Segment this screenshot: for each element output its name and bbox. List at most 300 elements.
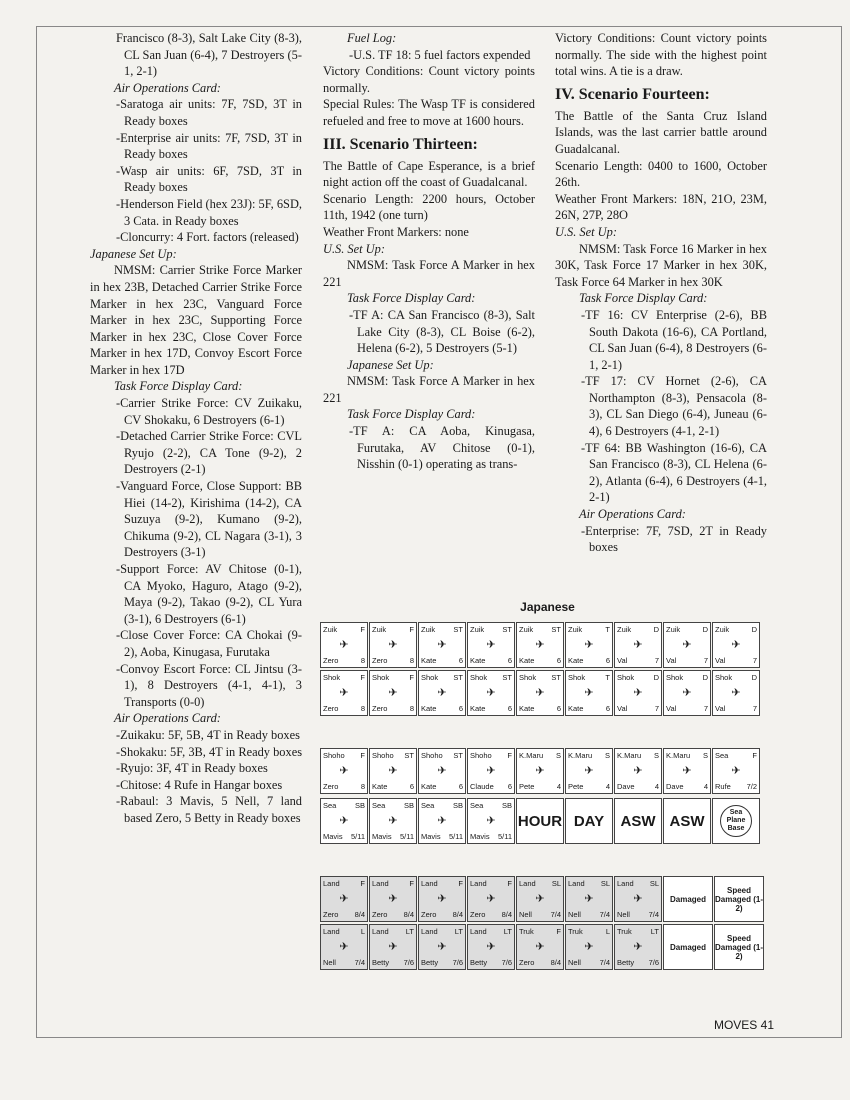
plane-icon: ✈ [633, 893, 643, 905]
counter-label: Kate [519, 704, 535, 713]
paragraph: NMSM: Task Force A Marker in hex 221 [323, 374, 535, 405]
counter [418, 748, 466, 794]
counter-label: Val [666, 656, 677, 665]
counter [467, 622, 515, 668]
counter-label: Kate [519, 656, 535, 665]
counter-label: K.Maru [568, 751, 593, 760]
plane-icon: ✈ [486, 639, 496, 651]
counter-label: 6 [507, 782, 512, 791]
counter-label: Truk [568, 927, 583, 936]
counter-label: Shok [421, 673, 439, 682]
paragraph: -U.S. TF 18: 5 fuel factors expended [349, 47, 531, 62]
counter-label: Shok [372, 673, 390, 682]
plane-icon: ✈ [682, 639, 692, 651]
plane-icon: ✈ [731, 639, 741, 651]
column-3 [555, 30, 767, 556]
counter-label: D [751, 673, 757, 682]
counter-label: Betty [421, 958, 439, 967]
plane-icon: ✈ [339, 893, 349, 905]
counter-label: 6 [458, 704, 463, 713]
counter-label: SL [551, 879, 561, 888]
counter-label: Pete [568, 782, 584, 791]
counter [320, 748, 368, 794]
paragraph: -TF A: CA Aoba, Kinugasa, Furutaka, AV Chitose (0-1), Nisshin (0-1) operating as trans- [349, 424, 535, 472]
counter-label: 7/4 [550, 910, 561, 919]
plane-icon: ✈ [437, 765, 447, 777]
paragraph: -TF 16: CV Enterprise (2-6), BB South Dakota (16-6), CA Portland, CL San Juan (6-4), 8 Destroyers (6-1, 2-1) [581, 307, 767, 372]
counter-label: LT [503, 927, 512, 936]
counter-label: 7/2 [746, 782, 757, 791]
paragraph: Task Force Display Card: [579, 291, 708, 306]
plane-icon: ✈ [535, 639, 545, 651]
counter-label: 8/4 [354, 910, 365, 919]
counter-label: Zero [421, 910, 437, 919]
counter-label: Shok [323, 673, 341, 682]
counter-label: S [702, 751, 708, 760]
column-2 [323, 30, 535, 473]
counter-label: F [458, 879, 463, 888]
plane-icon: ✈ [633, 639, 643, 651]
paragraph: -Detached Carrier Strike Force: CVL Ryujo (2-2), CA Tone (9-2), 2 Destroyers (2-1) [116, 429, 302, 477]
counter-label: Zuik [519, 625, 534, 634]
plane-icon: ✈ [584, 765, 594, 777]
counter-label: Kate [568, 704, 584, 713]
plane-icon: ✈ [388, 941, 398, 953]
counter-label: Val [666, 704, 677, 713]
counter [565, 622, 613, 668]
counter [320, 670, 368, 716]
counter-label: SB [354, 801, 365, 810]
counter-label: 5/11 [350, 832, 365, 841]
plane-icon: ✈ [584, 687, 594, 699]
counter [663, 748, 711, 794]
counter-label: 8 [409, 656, 414, 665]
page-number: 41 [760, 1018, 774, 1032]
counter-label: Land [421, 927, 438, 936]
counter-label: ST [551, 625, 561, 634]
counter [516, 924, 564, 970]
counter-row [320, 876, 764, 922]
counter-label: Nell [568, 958, 581, 967]
seaplane-base-counter [712, 798, 760, 844]
counter-label: Nell [568, 910, 581, 919]
plane-icon: ✈ [339, 815, 349, 827]
counter [614, 876, 662, 922]
counter-label: Kate [421, 704, 437, 713]
plane-icon: ✈ [731, 687, 741, 699]
plane-icon: ✈ [339, 941, 349, 953]
plane-icon: ✈ [486, 815, 496, 827]
plane-icon: ✈ [584, 941, 594, 953]
counter-label: F [556, 927, 561, 936]
speed-damaged-marker: Speed Damaged (1-2) [714, 876, 764, 922]
paragraph: Air Operations Card: [114, 711, 221, 726]
counter-label: 7 [752, 656, 757, 665]
counter-label: Shoho [372, 751, 394, 760]
counter-label: Zero [323, 782, 339, 791]
plane-icon: ✈ [339, 639, 349, 651]
counter [467, 924, 515, 970]
marker-hour: HOUR [516, 798, 564, 844]
counter-label: Kate [470, 704, 486, 713]
counter-label: Claude [470, 782, 494, 791]
counter-label: Sea [470, 801, 484, 810]
counter [320, 798, 368, 844]
paragraph: Task Force Display Card: [114, 379, 243, 394]
paragraph: -Ryujo: 3F, 4T in Ready boxes [116, 761, 268, 776]
plane-icon: ✈ [437, 687, 447, 699]
counter [467, 876, 515, 922]
counter-label: 7 [703, 656, 708, 665]
counter-label: Land [519, 879, 536, 888]
paragraph: -Wasp air units: 6F, 7SD, 3T in Ready boxes [116, 163, 302, 195]
counter-label: Land [323, 927, 340, 936]
paragraph: -Enterprise air units: 7F, 7SD, 3T in Ready boxes [116, 130, 302, 162]
counter-label: Zuik [372, 625, 387, 634]
counter-label: Zero [519, 958, 535, 967]
counter-label: 8/4 [403, 910, 414, 919]
counter-label: 8 [409, 704, 414, 713]
counter [516, 622, 564, 668]
plane-icon: ✈ [633, 941, 643, 953]
counter-label: Dave [666, 782, 684, 791]
plane-icon: ✈ [682, 765, 692, 777]
plane-icon: ✈ [584, 893, 594, 905]
plane-icon: ✈ [388, 815, 398, 827]
counter-label: Kate [470, 656, 486, 665]
paragraph: -Support Force: AV Chitose (0-1), CA Myoko, Haguro, Atago (9-2), Maya (9-2), Takao (9-2), CL Yura (3-1), 6 Destroyers (6-1) [116, 562, 302, 626]
counter [369, 924, 417, 970]
counter-label: Zero [470, 910, 486, 919]
counter [418, 924, 466, 970]
counter-label: 6 [556, 656, 561, 665]
paragraph: III. Scenario Thirteen: [323, 135, 478, 153]
counter-label: Mavis [470, 832, 490, 841]
counter-label: 7/6 [403, 958, 414, 967]
paragraph: -TF A: CA San Francisco (8-3), Salt Lake City (8-3), CL Boise (6-2), Helena (6-2), 5 Destroyers (5-1) [349, 307, 535, 356]
paragraph: NMSM: Task Force 16 Marker in hex 30K, Task Force 17 Marker in hex 30K, Task Force 64 Marker in hex 30K [555, 241, 767, 289]
counter [712, 622, 760, 668]
counter-label: Sea [372, 801, 386, 810]
counter-row [320, 924, 764, 970]
counter-label: ST [502, 673, 512, 682]
plane-icon: ✈ [388, 687, 398, 699]
counter-label: 6 [556, 704, 561, 713]
counter-label: K.Maru [666, 751, 691, 760]
counter [369, 622, 417, 668]
paragraph: Japanese Set Up: [90, 246, 177, 261]
paragraph: -TF 17: CV Hornet (2-6), CA Northampton (8-3), Pensacola (8-3), CL San Diego (6-4), Juneau (6-4), 6 Destroyers (4-1, 2-1) [581, 374, 767, 439]
counter-label: ST [404, 751, 414, 760]
counter-label: Land [470, 879, 487, 888]
counter-label: Betty [470, 958, 488, 967]
marker-day: DAY [565, 798, 613, 844]
counter-label: ST [453, 751, 463, 760]
plane-icon: ✈ [437, 639, 447, 651]
speed-damaged-marker: Speed Damaged (1-2) [714, 924, 764, 970]
counter-label: Val [617, 704, 628, 713]
paragraph: -Chitose: 4 Rufe in Hangar boxes [116, 777, 283, 792]
plane-icon: ✈ [633, 765, 643, 777]
paragraph: Francisco (8-3), Salt Lake City (8-3), CL San Juan (6-4), 7 Destroyers (5-1, 2-1) [116, 31, 302, 79]
counter [467, 748, 515, 794]
paragraph: Weather Front Markers: none [323, 224, 469, 239]
counter [614, 748, 662, 794]
magazine-name: MOVES [713, 1018, 758, 1032]
damaged-marker: Damaged [663, 876, 713, 922]
plane-icon: ✈ [584, 639, 594, 651]
counter-label: Land [323, 879, 340, 888]
counter-label: LT [405, 927, 414, 936]
paragraph: Victory Conditions: Count victory points normally. The side with the highest point total wins. A tie is a draw. [555, 31, 767, 79]
counter-label: Land [617, 879, 634, 888]
counter-label: Zuik [421, 625, 436, 634]
paragraph: -Enterprise: 7F, 7SD, 2T in Ready boxes [581, 523, 767, 555]
counter-label: 7/4 [599, 958, 610, 967]
counter [565, 748, 613, 794]
counter-label: Nell [323, 958, 336, 967]
plane-icon: ✈ [731, 765, 741, 777]
counter [467, 670, 515, 716]
plane-icon: ✈ [339, 687, 349, 699]
counter [369, 876, 417, 922]
paragraph: -Rabaul: 3 Mavis, 5 Nell, 7 land based Zero, 5 Betty in Ready boxes [116, 794, 302, 825]
counter [516, 876, 564, 922]
paragraph: Air Operations Card: [114, 80, 221, 95]
plane-icon: ✈ [535, 893, 545, 905]
counter-label: 5/11 [497, 832, 512, 841]
paragraph: -Henderson Field (hex 23J): 5F, 6SD, 3 Cata. in Ready boxes [116, 196, 302, 228]
counter-label: SB [452, 801, 463, 810]
counter-label: 7/6 [501, 958, 512, 967]
counter-label: Shok [666, 673, 684, 682]
counter-label: ST [453, 673, 463, 682]
counter-label: 4 [654, 782, 659, 791]
counter-label: SB [501, 801, 512, 810]
paragraph: U.S. Set Up: [555, 224, 617, 239]
counter-label: 7 [654, 704, 659, 713]
counter-label: Dave [617, 782, 635, 791]
counter-label: Val [617, 656, 628, 665]
counter [614, 670, 662, 716]
counter-label: Shoho [323, 751, 345, 760]
counter-label: F [360, 879, 365, 888]
paragraph: Scenario Length: 0400 to 1600, October 26th. [555, 158, 767, 190]
counter-label: K.Maru [519, 751, 544, 760]
paragraph: -TF 64: BB Washington (16-6), CA San Francisco (8-3), CL Helena (6-2), Atlanta (6-4), 6 Destroyers (4-1, 2-1) [581, 440, 767, 505]
counter-row [320, 670, 760, 716]
plane-icon: ✈ [682, 687, 692, 699]
counter-label: Nell [617, 910, 630, 919]
counter-label: Mavis [323, 832, 343, 841]
paragraph: -Convoy Escort Force: CL Jintsu (3-1), 8 Destroyers (4-1, 4-1), 3 Transports (0-0) [116, 661, 302, 709]
counter-label: D [653, 673, 659, 682]
counter-label: 7 [703, 704, 708, 713]
counter-label: Kate [372, 782, 388, 791]
counter-label: 7/4 [354, 958, 365, 967]
counter-label: Sea [421, 801, 435, 810]
counter [418, 798, 466, 844]
marker-asw: ASW [614, 798, 662, 844]
counter [614, 924, 662, 970]
counter-label: Shok [568, 673, 586, 682]
paragraph: -Close Cover Force: CA Chokai (9-2), Aoba, Kinugasa, Furutaka [116, 628, 302, 659]
counter [565, 924, 613, 970]
counter-label: 8/4 [452, 910, 463, 919]
plane-icon: ✈ [437, 815, 447, 827]
counter-row [320, 798, 760, 844]
paragraph: The Battle of the Santa Cruz Island Islands, was the last carrier battle around Guadalcanal. [555, 108, 767, 156]
counter-label: 5/11 [448, 832, 463, 841]
counter [320, 876, 368, 922]
counter-label: Rufe [715, 782, 731, 791]
counter-label: Sea [715, 751, 729, 760]
counter [320, 622, 368, 668]
plane-icon: ✈ [486, 893, 496, 905]
counter-label: 8 [360, 782, 365, 791]
counter-label: Mavis [372, 832, 392, 841]
counter-label: D [751, 625, 757, 634]
plane-icon: ✈ [633, 687, 643, 699]
counter-label: F [507, 879, 512, 888]
counter-label: 5/11 [399, 832, 414, 841]
counter-label: Zuik [323, 625, 338, 634]
counter-label: Land [568, 879, 585, 888]
counter-label: L [605, 927, 610, 936]
paragraph: Scenario Length: 2200 hours, October 11th, 1942 (one turn) [323, 191, 535, 223]
paragraph: Task Force Display Card: [347, 407, 476, 422]
counter-label: 8/4 [550, 958, 561, 967]
counter-label: Betty [372, 958, 390, 967]
counter-label: S [653, 751, 659, 760]
paragraph: -Carrier Strike Force: CV Zuikaku, CV Shokaku, 6 Destroyers (6-1) [116, 396, 302, 427]
counter-label: 7/6 [648, 958, 659, 967]
plane-icon: ✈ [535, 687, 545, 699]
counter-label: Val [715, 656, 726, 665]
counter-label: ST [502, 625, 512, 634]
counter-label: Val [715, 704, 726, 713]
counter-label: D [653, 625, 659, 634]
paragraph: -Saratoga air units: 7F, 7SD, 3T in Ready boxes [116, 97, 302, 128]
counter-label: 4 [703, 782, 708, 791]
counter-label: Kate [421, 656, 437, 665]
counter [614, 622, 662, 668]
counter-label: Land [372, 927, 389, 936]
counter-label: 6 [605, 704, 610, 713]
counter-label: F [409, 625, 414, 634]
counter [369, 748, 417, 794]
counter-label: F [360, 673, 365, 682]
paragraph: NMSM: Task Force A Marker in hex 221 [323, 258, 535, 289]
counter-label: 6 [507, 656, 512, 665]
counter-label: Zuik [617, 625, 632, 634]
counter-label: Zuik [470, 625, 485, 634]
counter [418, 622, 466, 668]
column-1 [90, 30, 302, 827]
counter [467, 798, 515, 844]
plane-icon: ✈ [388, 639, 398, 651]
plane-icon: ✈ [437, 893, 447, 905]
counter-label: 6 [507, 704, 512, 713]
counter-label: 4 [556, 782, 561, 791]
counter-label: Zero [323, 656, 339, 665]
counter [418, 670, 466, 716]
counter-label: Zero [372, 910, 388, 919]
counter-label: Zero [323, 910, 339, 919]
counter-label: L [360, 927, 365, 936]
paragraph: Special Rules: The Wasp TF is considered refueled and free to move at 1600 hours. [323, 97, 535, 128]
plane-icon: ✈ [486, 765, 496, 777]
counter-label: Zuik [666, 625, 681, 634]
paragraph: Air Operations Card: [579, 507, 686, 522]
counter-label: 4 [605, 782, 610, 791]
counter [565, 670, 613, 716]
counter-label: 7 [654, 656, 659, 665]
damaged-marker: Damaged [663, 924, 713, 970]
counter-label: Truk [519, 927, 534, 936]
counter-label: Shok [617, 673, 635, 682]
counter-label: Pete [519, 782, 535, 791]
counter-label: D [702, 673, 708, 682]
counter-label: Shoho [421, 751, 443, 760]
counter-label: F [409, 673, 414, 682]
counter-label: F [360, 625, 365, 634]
counter-label: Zuik [715, 625, 730, 634]
counter [418, 876, 466, 922]
paragraph: IV. Scenario Fourteen: [555, 85, 710, 103]
counter-label: 6 [458, 782, 463, 791]
counter-label: Shok [715, 673, 733, 682]
counter-label: ST [551, 673, 561, 682]
counter-label: LT [454, 927, 463, 936]
counter-label: 8 [360, 656, 365, 665]
counter-label: T [605, 673, 610, 682]
paragraph: Fuel Log: [347, 31, 397, 45]
counter [712, 670, 760, 716]
counter-label: 7/4 [599, 910, 610, 919]
plane-icon: ✈ [339, 765, 349, 777]
counter [565, 876, 613, 922]
paragraph: -Shokaku: 5F, 3B, 4T in Ready boxes [116, 744, 303, 759]
counter-label: Land [372, 879, 389, 888]
paragraph: The Battle of Cape Esperance, is a brief night action off the coast of Guadalcanal. [323, 158, 535, 190]
counter-row [320, 748, 760, 794]
counter-label: Land [421, 879, 438, 888]
counter-label: S [604, 751, 610, 760]
paragraph: U.S. Set Up: [323, 241, 385, 256]
counter-label: Nell [519, 910, 532, 919]
counter [369, 798, 417, 844]
counter-label: ST [453, 625, 463, 634]
counter [516, 670, 564, 716]
counter-label: 6 [605, 656, 610, 665]
counter-label: Kate [568, 656, 584, 665]
counter-label: SL [649, 879, 659, 888]
paragraph: Weather Front Markers: 18N, 21O, 23M, 26N, 27P, 28O [555, 191, 767, 223]
counter-label: 8 [360, 704, 365, 713]
counter-label: Zero [372, 656, 388, 665]
counter-label: Shok [470, 673, 488, 682]
counter-label: SL [600, 879, 610, 888]
counter-label: Truk [617, 927, 632, 936]
counter-label: Shoho [470, 751, 492, 760]
counter-label: Land [470, 927, 487, 936]
counter-label: Mavis [421, 832, 441, 841]
counter [663, 670, 711, 716]
counter-label: Zuik [568, 625, 583, 634]
counter-sheet-title: Japanese [520, 600, 575, 614]
paragraph: -Zuikaku: 5F, 5B, 4T in Ready boxes [116, 727, 300, 742]
